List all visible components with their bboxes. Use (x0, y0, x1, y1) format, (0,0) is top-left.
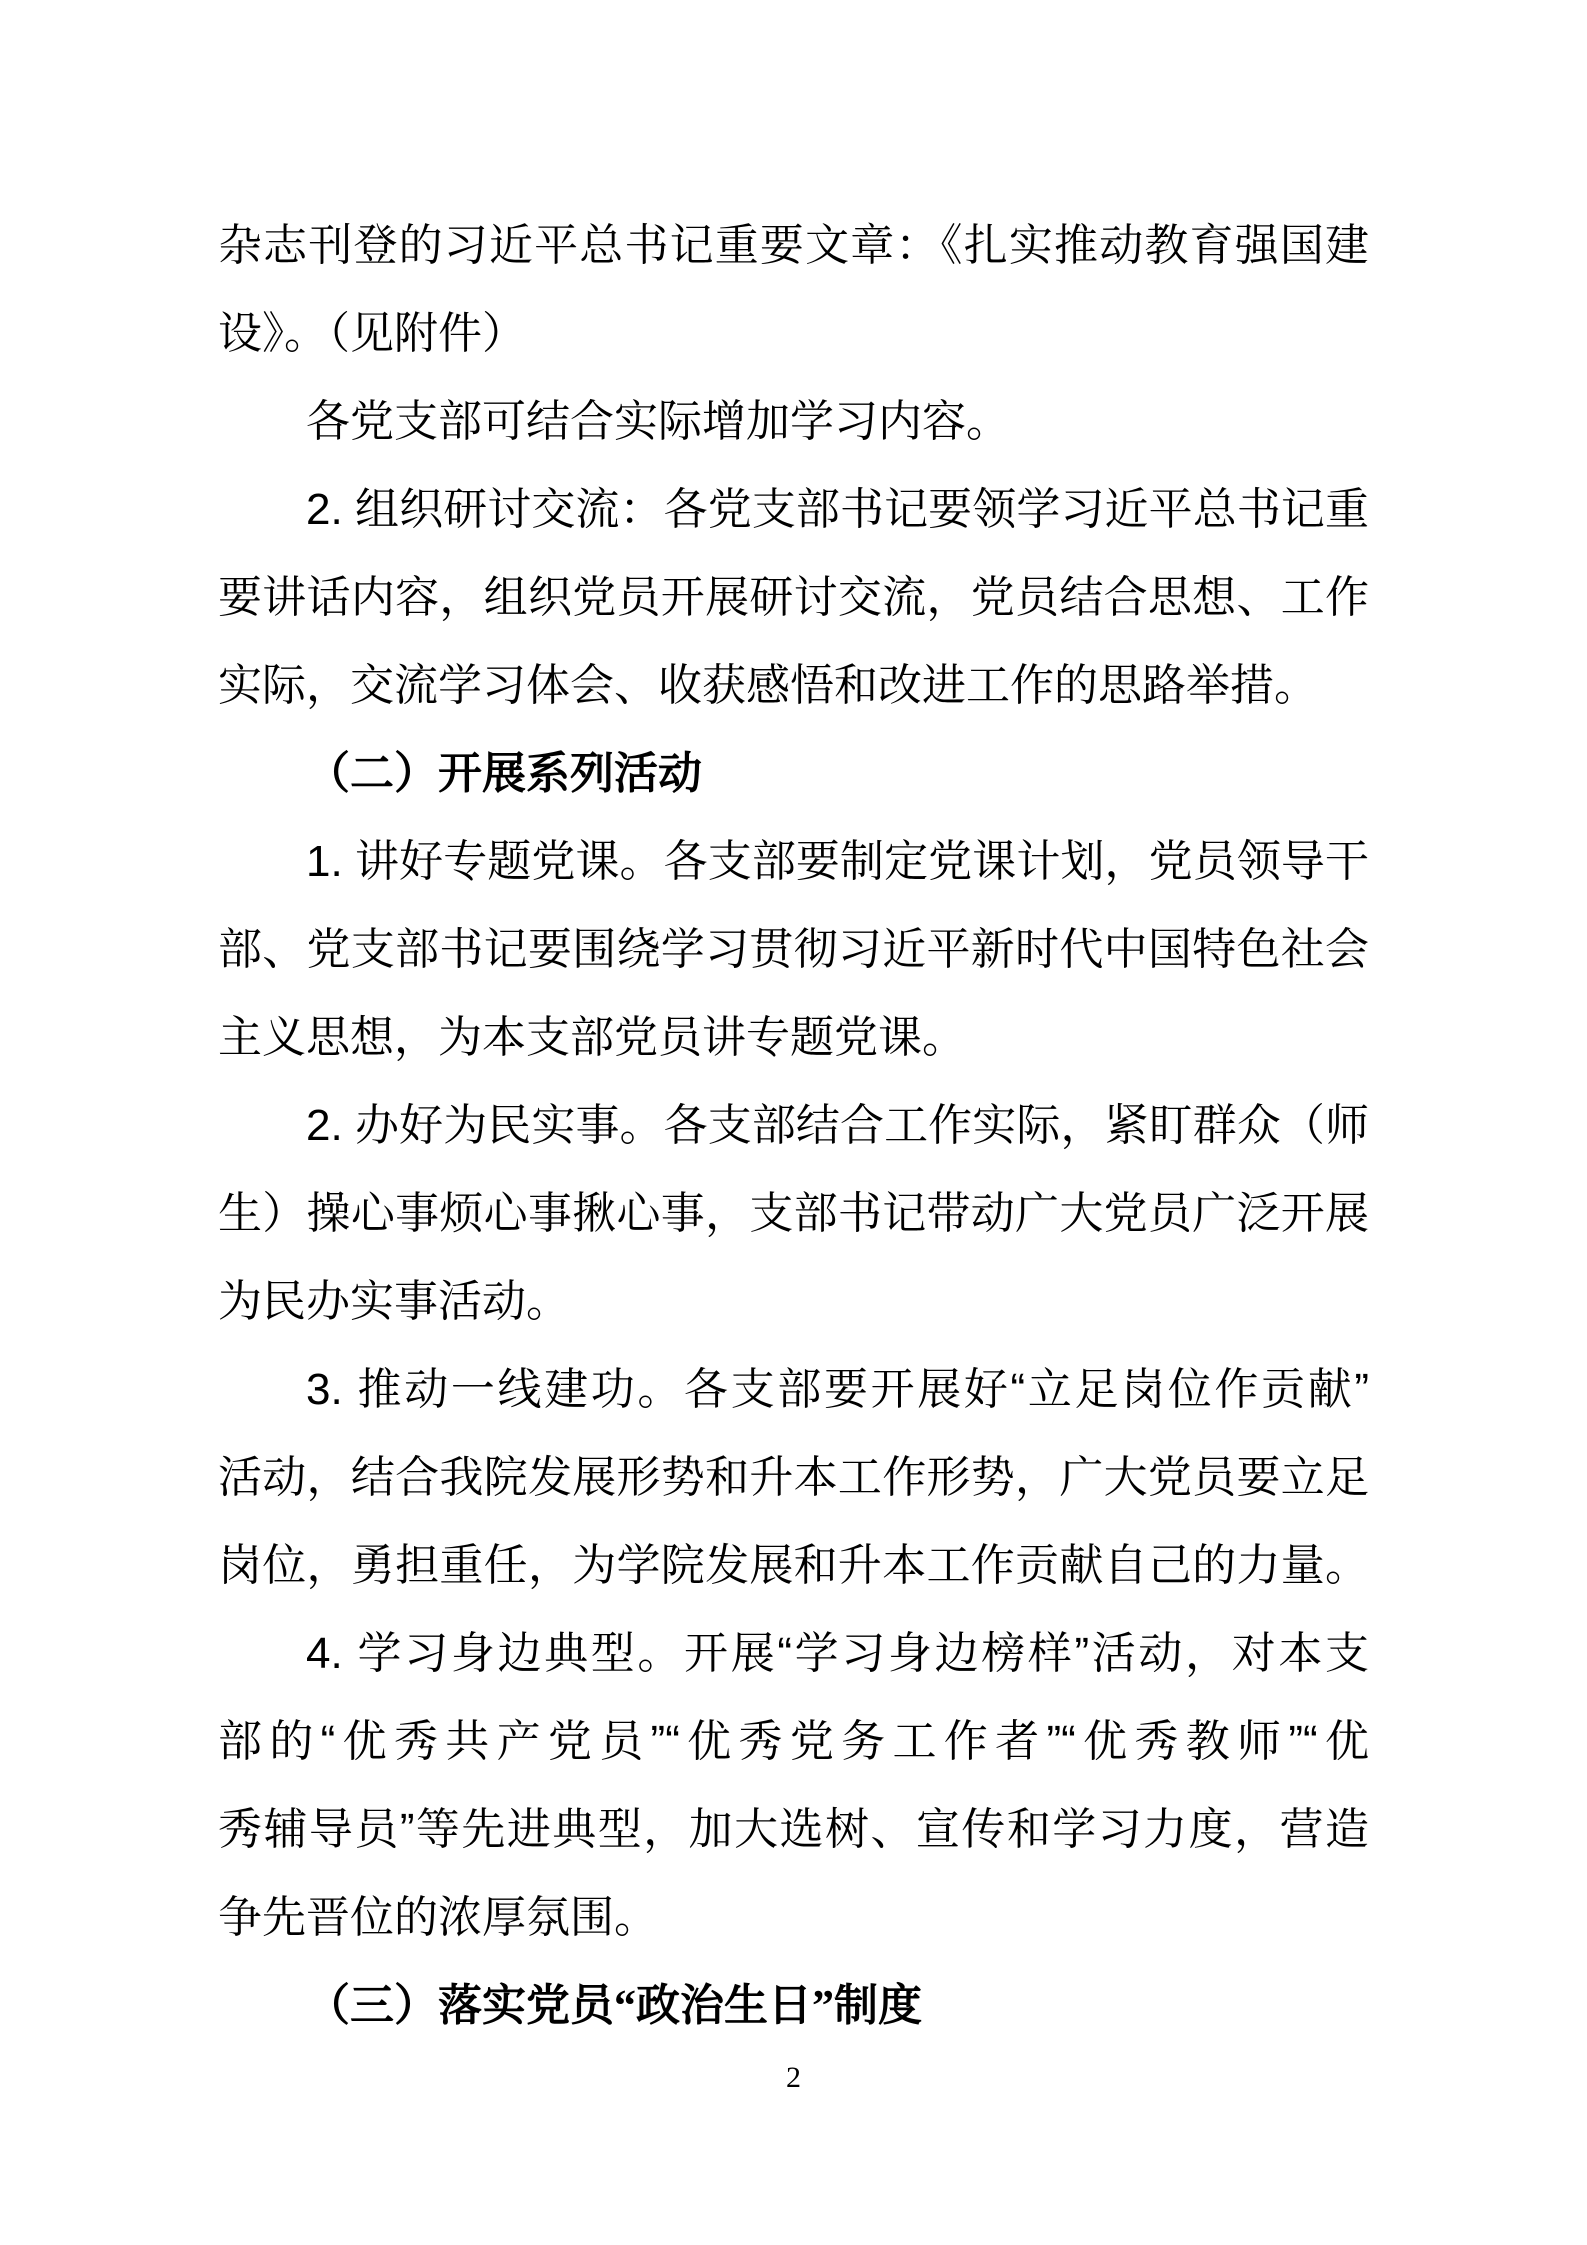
text-line: 争先晋位的浓厚氛围。 (218, 1893, 658, 1942)
text-line: 部、党支部书记要围绕学习贯彻习近平新时代中国特色社会 (218, 925, 1369, 974)
text-line: 生）操心事烦心事揪心事，支部书记带动广大党员广泛开展 (218, 1189, 1369, 1238)
text-line: 为民办实事活动。 (218, 1277, 570, 1326)
text-line: 各党支部可结合实际增加学习内容。 (306, 397, 1010, 446)
text-line: 杂志刊登的习近平总书记重要文章：《扎实推动教育强国建 (218, 221, 1369, 270)
text-line: 实际，交流学习体会、收获感悟和改进工作的思路举措。 (218, 661, 1318, 710)
text-line: 2. 办好为民实事。各支部结合工作实际，紧盯群众（师 (306, 1101, 1369, 1150)
text-line: （三）落实党员“政治生日”制度 (306, 1981, 922, 2030)
text-line: 1. 讲好专题党课。各支部要制定党课计划，党员领导干 (306, 837, 1369, 886)
text-line: 岗位，勇担重任，为学院发展和升本工作贡献自己的力量。 (218, 1541, 1369, 1590)
text-line: （二）开展系列活动 (306, 749, 702, 798)
text-line: 要讲话内容，组织党员开展研讨交流，党员结合思想、工作 (218, 573, 1369, 622)
page-number: 2 (786, 2061, 801, 2094)
text-line: 3. 推动一线建功。各支部要开展好“立足岗位作贡献” (306, 1365, 1369, 1414)
text-line: 2. 组织研讨交流：各党支部书记要领学习近平总书记重 (306, 485, 1369, 534)
text-line: 设》。（见附件） (218, 309, 526, 358)
text-line: 部的“优秀共产党员”“优秀党务工作者”“优秀教师”“优 (218, 1717, 1369, 1766)
text-block (218, 202, 1369, 2050)
text-line: 4. 学习身边典型。开展“学习身边榜样”活动，对本支 (306, 1629, 1369, 1678)
text-line: 活动，结合我院发展形势和升本工作形势，广大党员要立足 (218, 1453, 1369, 1502)
text-line: 主义思想，为本支部党员讲专题党课。 (218, 1013, 966, 1062)
text-line: 秀辅导员”等先进典型，加大选树、宣传和学习力度，营造 (218, 1805, 1369, 1854)
